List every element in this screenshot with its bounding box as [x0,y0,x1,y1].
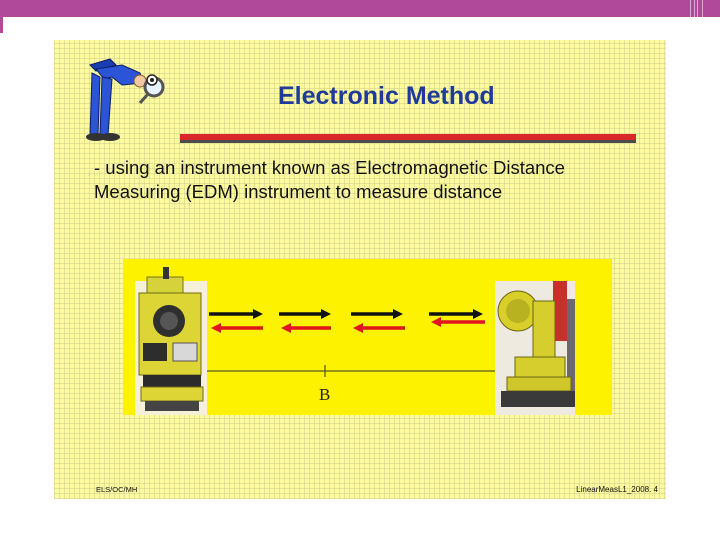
presentation-slide [54,40,666,499]
total-station-icon [135,267,207,415]
body-line-1: - using an instrument known as Electromagnetic Distance [94,157,565,178]
footer-slide-ref: LinearMeasL1_2008. 4 [576,485,658,494]
reflector-prism-icon [495,281,575,415]
top-accent-bar [0,0,720,17]
body-line-2: Measuring (EDM) instrument to measure distance [94,181,503,202]
top-accent-notch [0,17,3,33]
title-underline-shadow [180,140,636,143]
footer-author: ELS/OC/MH [96,485,138,494]
point-b-label: B [319,385,331,404]
edm-diagram [123,259,612,415]
slide-title: Electronic Method [278,82,495,110]
detective-figure-icon [82,55,172,145]
slide-body-text [94,156,634,204]
corner-decoration [690,0,712,17]
return-signal-arrows [211,317,485,333]
forward-signal-arrows [209,309,483,319]
